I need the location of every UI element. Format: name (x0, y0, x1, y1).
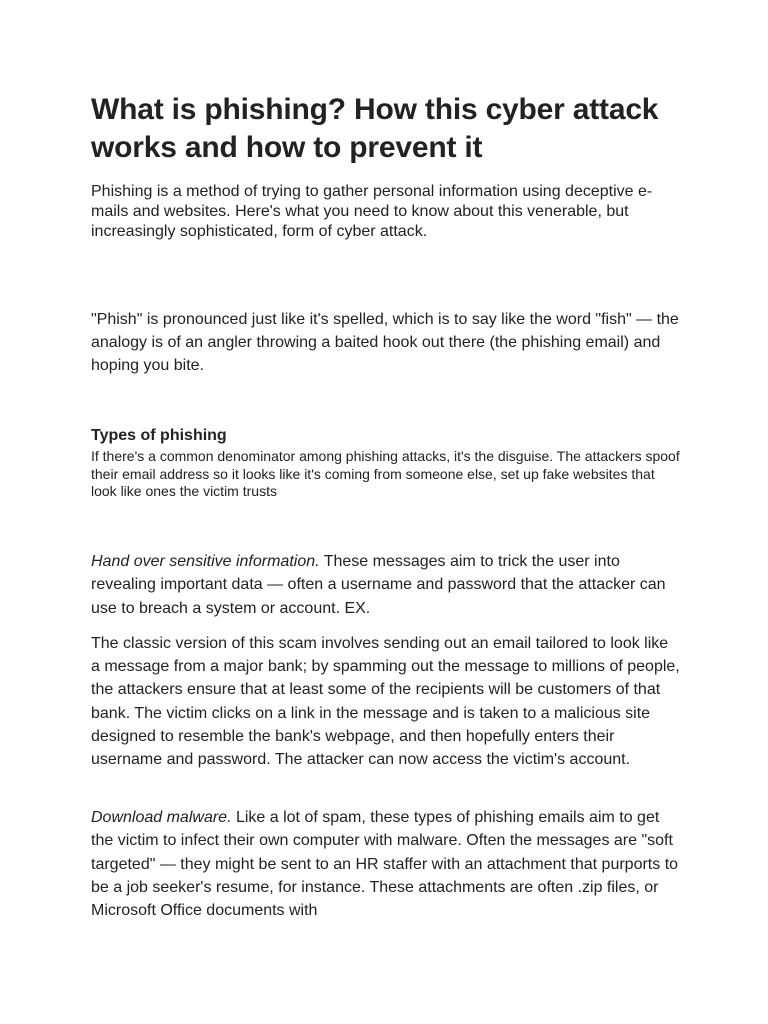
download-malware-lead: Download malware. (91, 809, 232, 826)
hand-over-information-paragraph (91, 550, 681, 620)
phish-pronunciation-paragraph: "Phish" is pronounced just like it's spelled, which is to say like the word "fish" — the analogy is of an angler throwing a baited hook out there (the phishing email) and hoping you bite. (91, 311, 679, 374)
classic-scam-paragraph: The classic version of this scam involves sending out an email tailored to look like a message from a major bank; by spamming out the message to millions of people, the attackers ensure that at least some of the recipients will be customers of that bank. The victim clicks on a link in the message and is taken to a malicious site designed to resemble the bank's webpage, and then hopefully enters their username and password. The attacker can now access the victim's account. (91, 635, 680, 769)
download-malware-paragraph (91, 806, 681, 922)
hand-over-text: These messages aim to trick the user into revealing important data — often a username and password that the attacker can use to breach a system or account. EX. (91, 553, 666, 617)
types-of-phishing-body: If there's a common denominator among phishing attacks, it's the disguise. The attackers spoof their email address so it looks like it's coming from someone else, set up fake websites that look like ones the victim trusts (91, 448, 680, 499)
article-title: What is phishing? How this cyber attack works and how to prevent it (91, 93, 659, 164)
download-malware-text: Like a lot of spam, these types of phishing emails aim to get the victim to infect their own computer with malware. Often the messages are "soft targeted" — they might be sent to an HR staffer with an attachment that purports to be a job seeker's resume, for instance. These attachments are often .zip files, or Microsoft Office documents with (91, 809, 679, 920)
article-intro: Phishing is a method of trying to gather personal information using deceptive e-mails and websites. Here's what you need to know about this venerable, but increasingly sophisticated, form of cyber attack. (91, 183, 653, 240)
hand-over-lead: Hand over sensitive information. (91, 553, 320, 570)
types-of-phishing-heading: Types of phishing (91, 427, 227, 444)
